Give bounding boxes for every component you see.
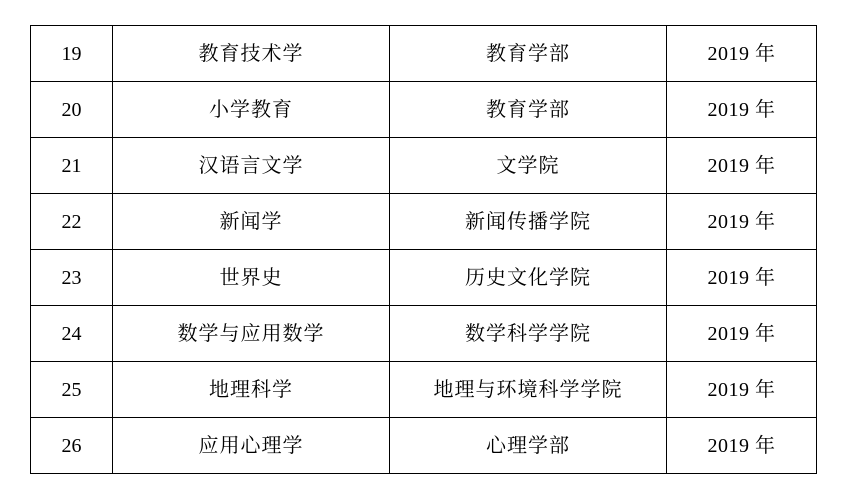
cell-department: 数学科学学院 bbox=[390, 306, 667, 362]
table-row bbox=[31, 138, 817, 194]
cell-major: 地理科学 bbox=[113, 362, 390, 418]
table-row bbox=[31, 82, 817, 138]
cell-year: 2019 年 bbox=[667, 26, 817, 82]
cell-index: 23 bbox=[31, 250, 113, 306]
table-row bbox=[31, 306, 817, 362]
cell-year: 2019 年 bbox=[667, 306, 817, 362]
cell-major: 数学与应用数学 bbox=[113, 306, 390, 362]
cell-year: 2019 年 bbox=[667, 250, 817, 306]
majors-table bbox=[30, 25, 817, 474]
cell-major: 应用心理学 bbox=[113, 418, 390, 474]
cell-department: 心理学部 bbox=[390, 418, 667, 474]
cell-year: 2019 年 bbox=[667, 194, 817, 250]
cell-index: 22 bbox=[31, 194, 113, 250]
cell-year: 2019 年 bbox=[667, 362, 817, 418]
cell-index: 21 bbox=[31, 138, 113, 194]
cell-index: 19 bbox=[31, 26, 113, 82]
table-row bbox=[31, 418, 817, 474]
cell-department: 新闻传播学院 bbox=[390, 194, 667, 250]
cell-index: 26 bbox=[31, 418, 113, 474]
cell-department: 地理与环境科学学院 bbox=[390, 362, 667, 418]
cell-index: 25 bbox=[31, 362, 113, 418]
cell-index: 24 bbox=[31, 306, 113, 362]
cell-major: 新闻学 bbox=[113, 194, 390, 250]
table-row bbox=[31, 250, 817, 306]
table-row bbox=[31, 194, 817, 250]
cell-major: 世界史 bbox=[113, 250, 390, 306]
cell-year: 2019 年 bbox=[667, 138, 817, 194]
table-row bbox=[31, 26, 817, 82]
table-container bbox=[30, 25, 816, 474]
cell-department: 教育学部 bbox=[390, 82, 667, 138]
cell-department: 文学院 bbox=[390, 138, 667, 194]
cell-department: 教育学部 bbox=[390, 26, 667, 82]
cell-index: 20 bbox=[31, 82, 113, 138]
cell-major: 小学教育 bbox=[113, 82, 390, 138]
table-row bbox=[31, 362, 817, 418]
cell-major: 汉语言文学 bbox=[113, 138, 390, 194]
cell-year: 2019 年 bbox=[667, 82, 817, 138]
cell-year: 2019 年 bbox=[667, 418, 817, 474]
cell-department: 历史文化学院 bbox=[390, 250, 667, 306]
cell-major: 教育技术学 bbox=[113, 26, 390, 82]
